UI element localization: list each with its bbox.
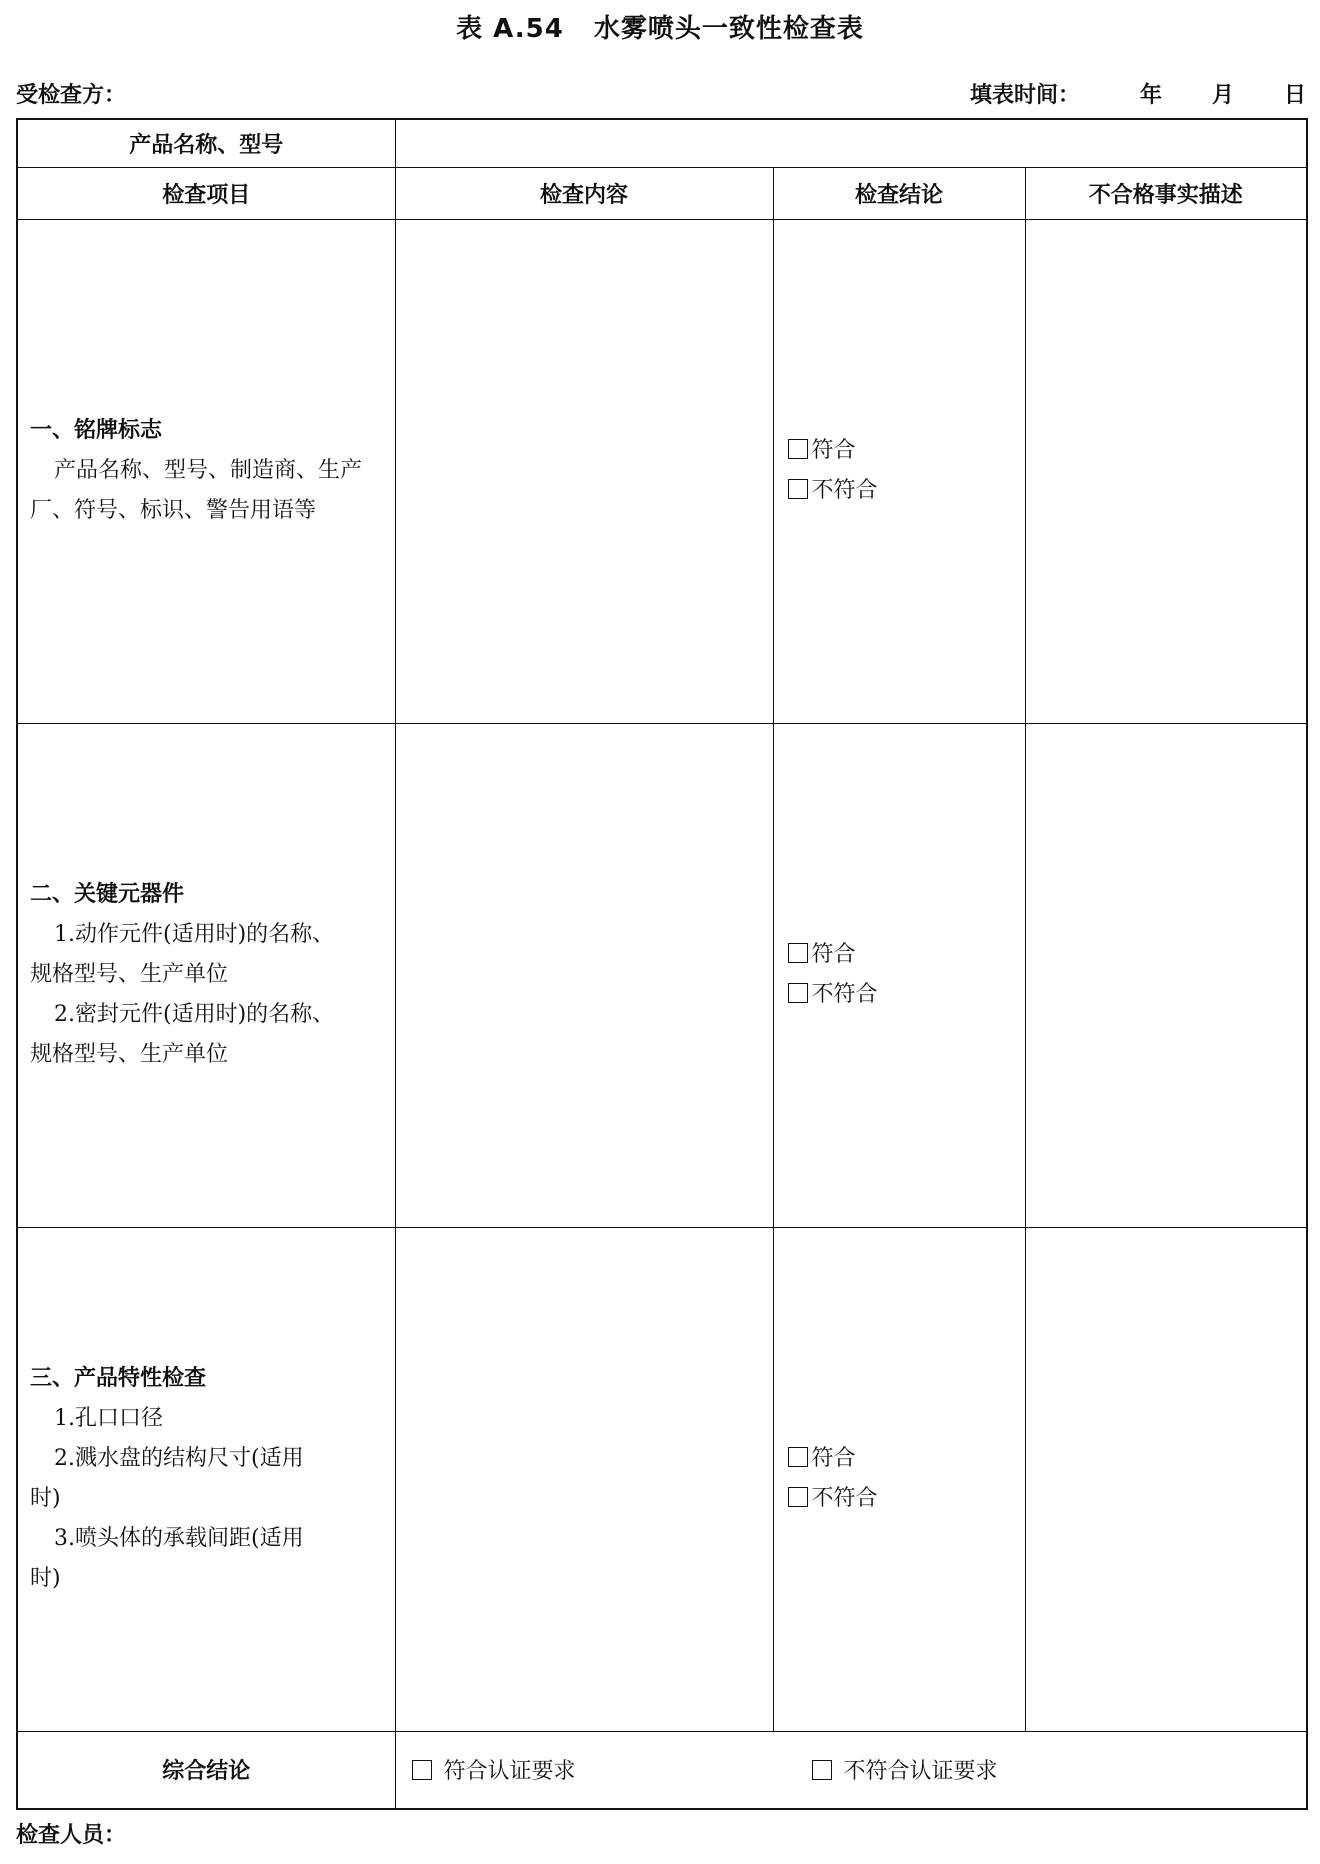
summary-options [395, 1731, 1307, 1809]
checkbox-icon[interactable] [412, 1760, 432, 1780]
check-pass-label: 符合 [811, 438, 856, 463]
header-nonconformity: 不合格事实描述 [1025, 167, 1307, 219]
item-heading: 三、产品特性检查 [30, 1366, 207, 1391]
checkbox-icon[interactable] [788, 983, 808, 1003]
item-line: 1.动作元件(适用时)的名称、 [54, 922, 335, 947]
check-pass-option[interactable] [788, 431, 1025, 471]
product-row [17, 119, 1307, 167]
checkbox-icon[interactable] [812, 1760, 832, 1780]
conclusion-cell [773, 1227, 1025, 1731]
nonconformity-cell[interactable] [1025, 723, 1307, 1227]
table-row [17, 1227, 1307, 1731]
item-line: 时) [30, 1566, 61, 1591]
item-cell [17, 723, 395, 1227]
conclusion-cell [773, 723, 1025, 1227]
summary-row [17, 1731, 1307, 1809]
item-line: 规格型号、生产单位 [30, 1042, 229, 1067]
inspection-table [16, 118, 1308, 1810]
inspected-party-label: 受检查方： [16, 83, 127, 108]
item-cell [17, 219, 395, 723]
check-fail-label: 不符合 [811, 982, 878, 1007]
product-value-cell[interactable] [395, 119, 1307, 167]
check-fail-label: 不符合 [811, 478, 878, 503]
summary-fail-option[interactable] [812, 1754, 998, 1785]
check-fail-label: 不符合 [811, 1486, 878, 1511]
fill-date-month: 月 [1211, 83, 1234, 108]
inspector-label: 检查人员： [16, 1823, 127, 1848]
fill-date-label: 填表时间： [969, 83, 1080, 108]
product-label: 产品名称、型号 [17, 119, 395, 167]
check-pass-option[interactable] [788, 1439, 1025, 1479]
conclusion-cell [773, 219, 1025, 723]
check-fail-option[interactable] [788, 1479, 1025, 1519]
summary-fail-label: 不符合认证要求 [843, 1759, 998, 1785]
table-row [17, 723, 1307, 1227]
fill-date-day: 日 [1283, 83, 1306, 108]
fill-date [970, 78, 1306, 109]
summary-pass-label: 符合认证要求 [443, 1759, 576, 1785]
item-heading: 一、铭牌标志 [30, 418, 163, 443]
check-fail-option[interactable] [788, 471, 1025, 511]
checkbox-icon[interactable] [788, 439, 808, 459]
item-line: 时) [30, 1486, 61, 1511]
item-cell [17, 1227, 395, 1731]
item-line: 产品名称、型号、制造商、生产 [54, 458, 363, 483]
item-line: 厂、符号、标识、警告用语等 [30, 498, 317, 523]
content-cell[interactable] [395, 723, 773, 1227]
checkbox-icon[interactable] [788, 943, 808, 963]
checkbox-icon[interactable] [788, 1487, 808, 1507]
fill-date-year: 年 [1139, 83, 1162, 108]
item-line: 1.孔口口径 [54, 1406, 163, 1431]
item-line: 3.喷头体的承载间距(适用 [54, 1526, 304, 1551]
check-pass-label: 符合 [811, 1446, 856, 1471]
check-fail-option[interactable] [788, 975, 1025, 1015]
content-cell[interactable] [395, 219, 773, 723]
checkbox-icon[interactable] [788, 1447, 808, 1467]
nonconformity-cell[interactable] [1025, 219, 1307, 723]
summary-label: 综合结论 [17, 1731, 395, 1809]
summary-pass-option[interactable] [412, 1754, 812, 1785]
header-item: 检查项目 [17, 167, 395, 219]
item-line: 2.密封元件(适用时)的名称、 [54, 1002, 335, 1027]
check-pass-option[interactable] [788, 935, 1025, 975]
page-title [0, 8, 1320, 45]
check-pass-label: 符合 [811, 942, 856, 967]
checkbox-icon[interactable] [788, 479, 808, 499]
nonconformity-cell[interactable] [1025, 1227, 1307, 1731]
table-title-text: 水雾喷头一致性检查表 [593, 14, 864, 44]
item-line: 规格型号、生产单位 [30, 962, 229, 987]
header-content: 检查内容 [395, 167, 773, 219]
content-cell[interactable] [395, 1227, 773, 1731]
header-conclusion: 检查结论 [773, 167, 1025, 219]
item-heading: 二、关键元器件 [30, 882, 185, 907]
table-number: 表 A.54 [456, 14, 564, 44]
header-row [17, 167, 1307, 219]
item-line: 2.溅水盘的结构尺寸(适用 [54, 1446, 304, 1471]
table-row [17, 219, 1307, 723]
